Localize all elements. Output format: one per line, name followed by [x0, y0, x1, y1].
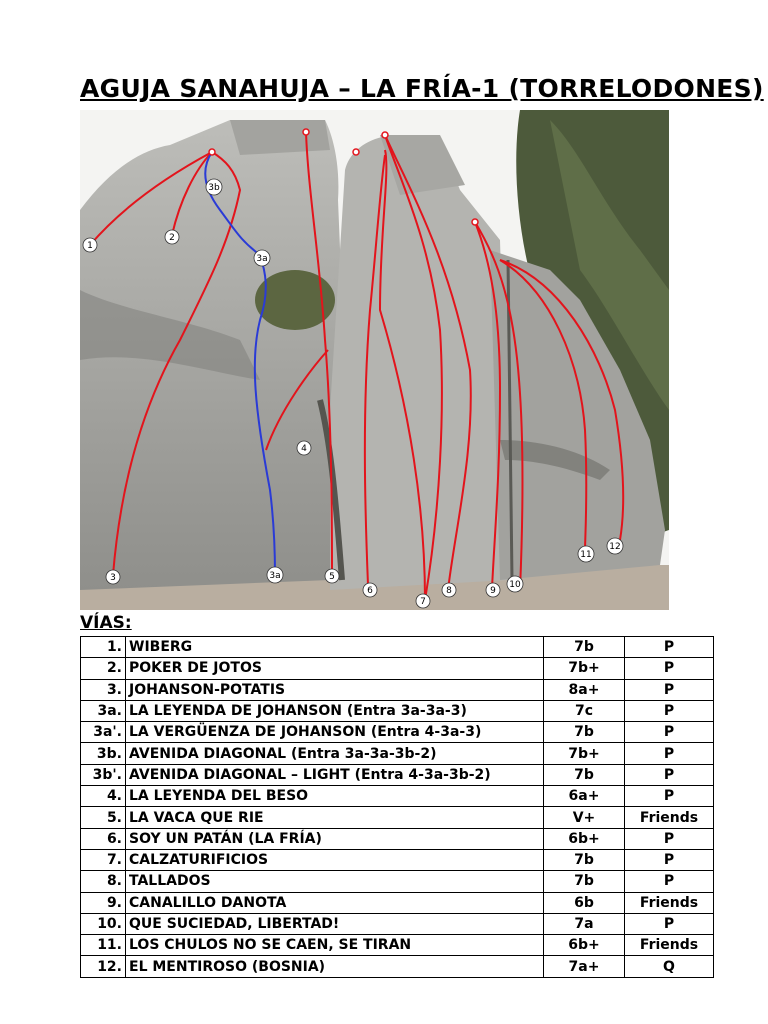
table-row — [81, 700, 714, 721]
route-grade: 7a — [544, 913, 625, 934]
route-marker-label: 11 — [580, 550, 592, 560]
route-marker-label: 7 — [420, 597, 426, 607]
route-protection: P — [625, 722, 714, 743]
route-grade: 8a+ — [544, 679, 625, 700]
table-row — [81, 658, 714, 679]
route-grade: 7b+ — [544, 658, 625, 679]
route-name: QUE SUCIEDAD, LIBERTAD! — [126, 913, 544, 934]
route-name: LA VERGÜENZA DE JOHANSON (Entra 4-3a-3) — [126, 722, 544, 743]
route-name: JOHANSON-POTATIS — [126, 679, 544, 700]
route-number: 11. — [81, 935, 126, 956]
route-name: POKER DE JOTOS — [126, 658, 544, 679]
route-protection: P — [625, 913, 714, 934]
route-number: 4. — [81, 786, 126, 807]
route-marker-label: 3a — [269, 571, 281, 581]
route-marker-label: 4 — [301, 444, 307, 454]
route-protection: P — [625, 828, 714, 849]
table-row — [81, 722, 714, 743]
route-protection: P — [625, 637, 714, 658]
page-title: AGUJA SANAHUJA – LA FRÍA-1 (TORRELODONES) — [80, 74, 764, 103]
table-row — [81, 764, 714, 785]
route-protection: P — [625, 871, 714, 892]
route-number: 9. — [81, 892, 126, 913]
route-grade: 6b — [544, 892, 625, 913]
table-row — [81, 743, 714, 764]
route-name: AVENIDA DIAGONAL (Entra 3a-3a-3b-2) — [126, 743, 544, 764]
route-protection: P — [625, 658, 714, 679]
route-grade: 7b — [544, 871, 625, 892]
route-name: EL MENTIROSO (BOSNIA) — [126, 956, 544, 977]
route-number: 6. — [81, 828, 126, 849]
route-marker-label: 8 — [446, 586, 452, 596]
route-protection: P — [625, 743, 714, 764]
route-marker-label: 6 — [367, 586, 373, 596]
route-protection: P — [625, 786, 714, 807]
route-grade: 7b — [544, 637, 625, 658]
route-protection: Friends — [625, 807, 714, 828]
route-number: 3b'. — [81, 764, 126, 785]
route-marker-label: 3b — [208, 183, 220, 193]
table-row — [81, 935, 714, 956]
route-protection: P — [625, 679, 714, 700]
route-name: CALZATURIFICIOS — [126, 849, 544, 870]
route-number: 3a. — [81, 700, 126, 721]
routes-heading: VÍAS: — [80, 613, 132, 633]
route-marker-label: 10 — [509, 580, 521, 590]
route-protection: Friends — [625, 892, 714, 913]
route-name: CANALILLO DANOTA — [126, 892, 544, 913]
route-protection: P — [625, 700, 714, 721]
route-protection: Friends — [625, 935, 714, 956]
route-name: LA LEYENDA DEL BESO — [126, 786, 544, 807]
table-row — [81, 849, 714, 870]
route-number: 3b. — [81, 743, 126, 764]
route-name: SOY UN PATÁN (LA FRÍA) — [126, 828, 544, 849]
route-number: 2. — [81, 658, 126, 679]
route-number: 3a'. — [81, 722, 126, 743]
route-marker-label: 2 — [169, 233, 175, 243]
route-number: 10. — [81, 913, 126, 934]
route-protection: P — [625, 764, 714, 785]
route-number: 7. — [81, 849, 126, 870]
route-grade: 7c — [544, 700, 625, 721]
marker-1-group — [83, 238, 97, 252]
route-grade: 6b+ — [544, 828, 625, 849]
route-number: 12. — [81, 956, 126, 977]
table-row — [81, 892, 714, 913]
table-row — [81, 871, 714, 892]
route-marker-label: 12 — [609, 542, 621, 552]
route-number: 5. — [81, 807, 126, 828]
route-protection: Q — [625, 956, 714, 977]
route-grade: 7b — [544, 722, 625, 743]
route-name: LA VACA QUE RIE — [126, 807, 544, 828]
route-marker-label: 1 — [87, 241, 93, 251]
table-row — [81, 956, 714, 977]
route-grade: 6b+ — [544, 935, 625, 956]
route-number: 8. — [81, 871, 126, 892]
table-row — [81, 637, 714, 658]
route-name: TALLADOS — [126, 871, 544, 892]
route-number: 3. — [81, 679, 126, 700]
table-row — [81, 913, 714, 934]
routes-table — [80, 636, 714, 978]
route-name: AVENIDA DIAGONAL – LIGHT (Entra 4-3a-3b-2) — [126, 764, 544, 785]
route-protection: P — [625, 849, 714, 870]
route-grade: 6a+ — [544, 786, 625, 807]
table-row — [81, 807, 714, 828]
route-marker-label: 5 — [329, 572, 335, 582]
route-marker-label: 9 — [490, 586, 496, 596]
table-row — [81, 679, 714, 700]
route-grade: 7b — [544, 764, 625, 785]
crag-topo-photo — [80, 110, 669, 610]
table-row — [81, 828, 714, 849]
table-row — [81, 786, 714, 807]
route-name: LA LEYENDA DE JOHANSON (Entra 3a-3a-3) — [126, 700, 544, 721]
route-marker-label: 3 — [110, 573, 116, 583]
route-grade: 7b — [544, 849, 625, 870]
route-grade: V+ — [544, 807, 625, 828]
route-number: 1. — [81, 637, 126, 658]
route-name: LOS CHULOS NO SE CAEN, SE TIRAN — [126, 935, 544, 956]
route-marker-label: 3a — [256, 254, 268, 264]
route-grade: 7a+ — [544, 956, 625, 977]
route-grade: 7b+ — [544, 743, 625, 764]
route-name: WIBERG — [126, 637, 544, 658]
